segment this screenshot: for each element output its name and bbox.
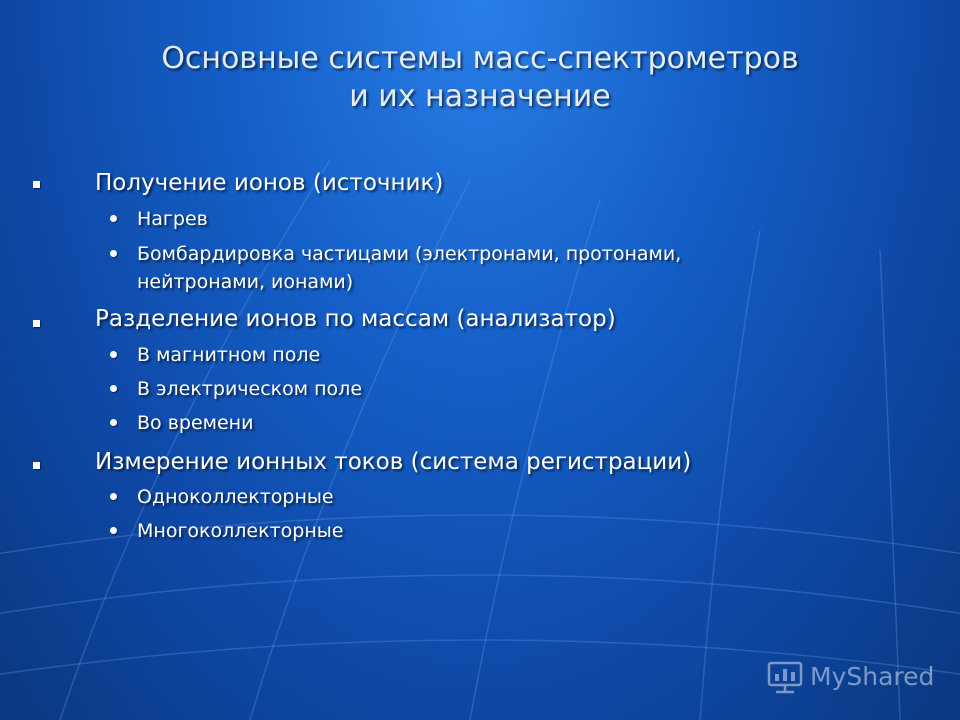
list-item-continuation: нейтронами, ионами) (137, 271, 354, 293)
slide-title-line1: Основные системы масс-спектрометров (161, 41, 799, 76)
myshared-logo-icon (766, 657, 804, 695)
section-heading: Измерение ионных токов (система регистрации) (95, 449, 692, 475)
list-item: Во времени (137, 412, 254, 434)
square-bullet-icon (33, 462, 40, 469)
round-bullet-icon (110, 419, 117, 426)
round-bullet-icon (110, 385, 117, 392)
list-item: В электрическом поле (137, 378, 363, 400)
square-bullet-icon (33, 320, 40, 327)
round-bullet-icon (110, 215, 117, 222)
list-item: Одноколлекторные (137, 486, 334, 508)
round-bullet-icon (110, 527, 117, 534)
list-item: Бомбардировка частицами (электронами, протонами, (137, 243, 682, 265)
round-bullet-icon (110, 250, 117, 257)
list-item: В магнитном поле (137, 344, 321, 366)
list-item: Нагрев (137, 208, 208, 230)
section-heading: Разделение ионов по массам (анализатор) (95, 306, 616, 332)
square-bullet-icon (33, 181, 40, 188)
watermark-text: MyShared (810, 661, 935, 691)
round-bullet-icon (110, 351, 117, 358)
round-bullet-icon (110, 493, 117, 500)
myshared-watermark (766, 656, 934, 696)
list-item: Многоколлекторные (137, 520, 344, 542)
slide-title-line2: и их назначение (349, 79, 611, 114)
section-heading: Получение ионов (источник) (95, 170, 444, 196)
